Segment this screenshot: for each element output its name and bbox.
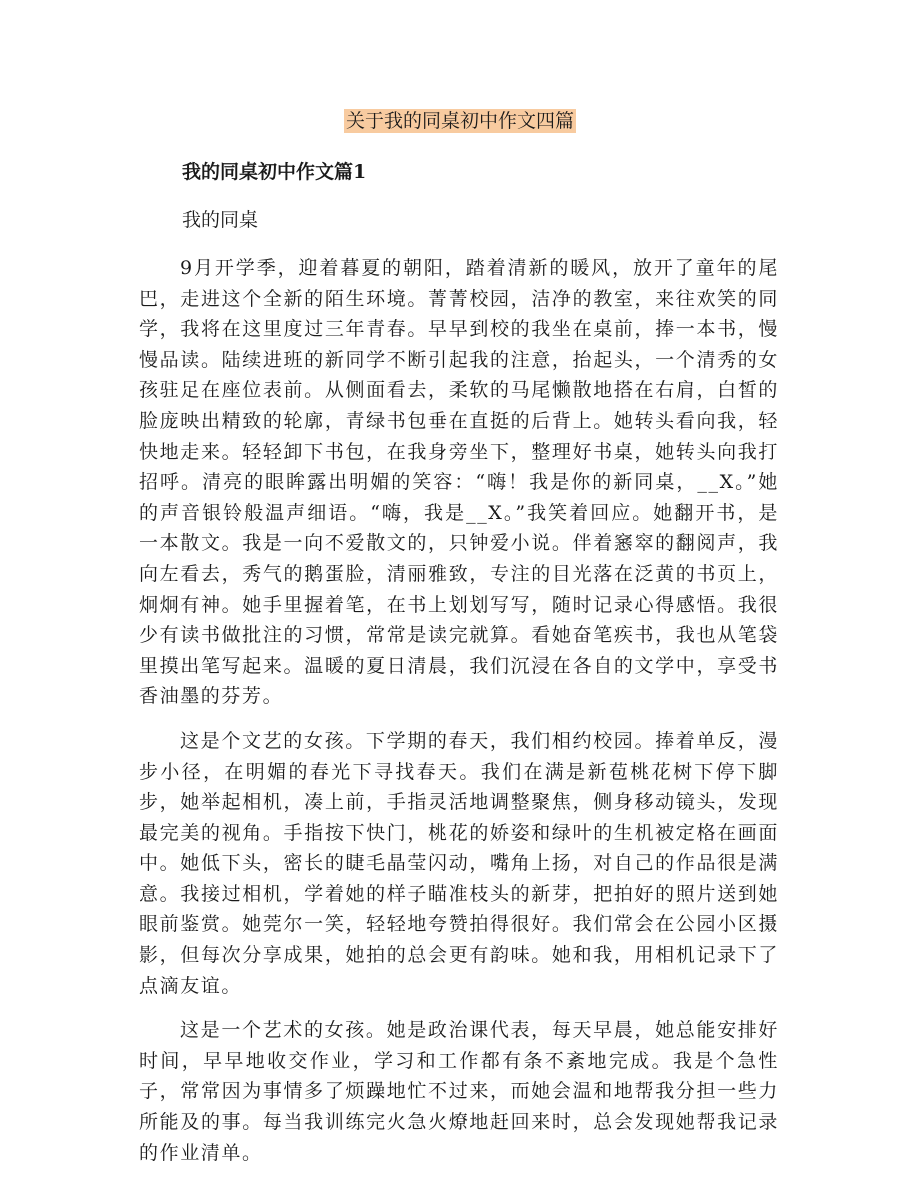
document-title [0,106,920,136]
document-body [139,155,779,1168]
paragraph-1: 9月开学季，迎着暮夏的朝阳，踏着清新的暖风，放开了童年的尾巴，走进这个全新的陌生环境。菁菁校园，洁净的教室，来往欢笑的同学，我将在这里度过三年青春。早早到校的我坐在桌前，捧一本书，慢慢品读。陆续进班的新同学不断引起我的注意，抬起头，一个清秀的女孩驻足在座位表前。从侧面看去，柔软的马尾懒散地搭在右肩，白皙的脸庞映出精致的轮廓，青绿书包垂在直挺的后背上。她转头看向我，轻快地走来。轻轻卸下书包，在我身旁坐下，整理好书桌，她转头向我打招呼。清亮的眼眸露出明媚的笑容：“嗨！我是你的新同桌，__X。”她的声音银铃般温声细语。“嗨，我是__X。”我笑着回应。她翻开书，是一本散文。我是一向不爱散文的，只钟爱小说。伴着窸窣的翻阅声，我向左看去，秀气的鹅蛋脸，清丽雅致，专注的目光落在泛黄的书页上，炯炯有神。她手里握着笔，在书上划划写写，随时记录心得感悟。我很少有读书做批注的习惯，常常是读完就算。看她奋笔疾书，我也从笔袋里摸出笔写起来。温暖的夏日清晨，我们沉浸在各自的文学中，享受书香油墨的芬芳。 [139,257,779,708]
paragraph-2: 这是个文艺的女孩。下学期的春天，我们相约校园。捧着单反，漫步小径，在明媚的春光下寻找春天。我们在满是新苞桃花树下停下脚步，她举起相机，凑上前，手指灵活地调整聚焦，侧身移动镜头，发现最完美的视角。手指按下快门，桃花的娇姿和绿叶的生机被定格在画面中。她低下头，密长的睫毛晶莹闪动，嘴角上扬，对自己的作品很是满意。我接过相机，学着她的样子瞄准枝头的新芽，把拍好的照片送到她眼前鉴赏。她莞尔一笑，轻轻地夸赞拍得很好。我们常会在公园小区摄影，但每次分享成果，她拍的总会更有韵味。她和我，用相机记录下了点滴友谊。 [139,729,779,997]
document-title-text: 关于我的同桌初中作文四篇 [345,110,574,132]
section-heading: 我的同桌初中作文篇1 [182,161,367,183]
essay-subtitle: 我的同桌 [182,209,259,231]
paragraph-3: 这是一个艺术的女孩。她是政治课代表，每天早晨，她总能安排好时间，早早地收交作业，学习和工作都有条不紊地完成。我是个急性子，常常因为事情多了烦躁地忙不过来，而她会温和地帮我分担一些力所能及的事。每当我训练完火急火燎地赶回来时，总会发现她帮我记录的作业清单。 [139,1019,779,1164]
